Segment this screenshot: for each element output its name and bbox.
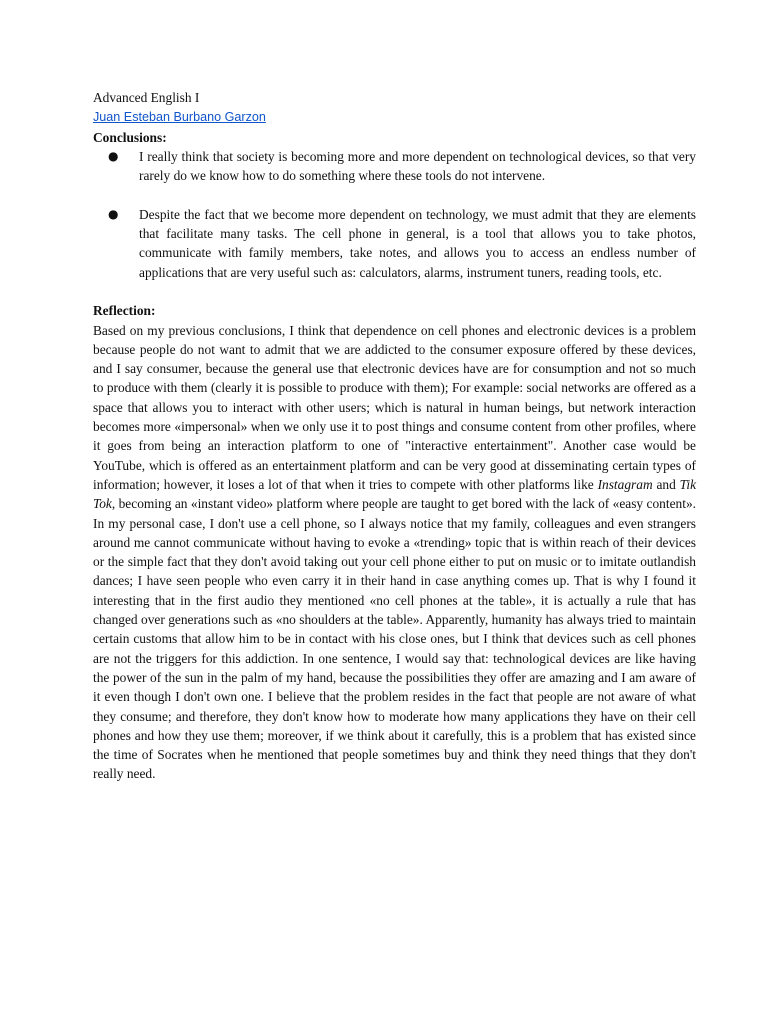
reflection-heading: Reflection:	[93, 303, 156, 319]
conclusion-item	[108, 205, 696, 282]
conclusion-item	[108, 147, 696, 186]
conclusion-text: I really think that society is becoming more and more dependent on technological devices, so that very rarely do we know how to do something where these tools do not intervene.	[139, 148, 696, 184]
course-title: Advanced English I	[93, 90, 200, 105]
platform-instagram: Instagram	[597, 476, 653, 492]
platform-tiktok: Tik Tok	[93, 476, 697, 512]
author-name-link[interactable]: Juan Esteban Burbano Garzon	[93, 110, 266, 125]
reflection-paragraph	[93, 321, 696, 784]
document-page	[93, 88, 696, 784]
bullet-icon: ●	[108, 148, 119, 163]
reflection-text-part1: Based on my previous conclusions, I think that dependence on cell phones and electronic devices is a problem because people do not want to admit that we are addicted to the consumer exposure offered by these devices, and I say consumer, because the general use that electronic devices have are for consumption and not so much to produce with them (clearly it is possible to produce with them); For example: social networks are offered as a space that allows you to interact with other users; which is natural in human beings, but network interaction becomes more «impersonal» when we only use it to post things and consume content from other profiles, where it goes from being an interaction platform to one of "interactive entertainment". Another case would be YouTube, which is offered as an entertainment platform and can be very good at disseminating certain types of information; however, it loses a lot of that when it tries to compete with other platforms like	[93, 322, 696, 492]
conclusion-text: Despite the fact that we become more dependent on technology, we must admit that they are elements that facilitate many tasks. The cell phone in general, is a tool that allows you to take photos, communicate with family members, take notes, and allows you to access an endless number of applications that are very useful such as: calculators, alarms, instrument tuners, reading tools, etc.	[139, 206, 696, 280]
reflection-text-part2: and	[652, 476, 680, 492]
reflection-text-part3: , becoming an «instant video» platform where people are taught to get bored with the lack of «easy content». In my personal case, I don't use a cell phone, so I always notice that my family, colleagues and even strangers around me cannot communicate without having to evoke a «trending» topic that is within reach of their devices or the simple fact that they don't avoid taking out your cell phone either to put on music or to imitate outlandish dances; I have seen people who even carry it in their hand in case anything comes up. That is why I found it interesting that in the first audio they mentioned «no cell phones at the table», it is actually a rule that has changed over generations such as «no shoulders at the table». Apparently, humanity has always tried to maintain certain customs that allow him to be in contact with his close ones, but I think that devices such as cell phones are not the triggers for this addiction. In one sentence, I would say that: technological devices are like having the power of the sun in the palm of my hand, because the possibilities they offer are amazing and I am aware of it even though I don't own one. I believe that the problem resides in the fact that people are not aware of what they consume; and therefore, they don't know how to moderate how many applications they have on their cell phones and how they use them; moreover, if we think about it carefully, this is a problem that has existed since the time of Socrates when he mentioned that people sometimes buy and think they need things that they don't really need.	[93, 496, 696, 782]
bullet-icon: ●	[108, 206, 119, 221]
conclusions-heading: Conclusions:	[93, 129, 167, 145]
conclusions-list	[93, 147, 696, 282]
